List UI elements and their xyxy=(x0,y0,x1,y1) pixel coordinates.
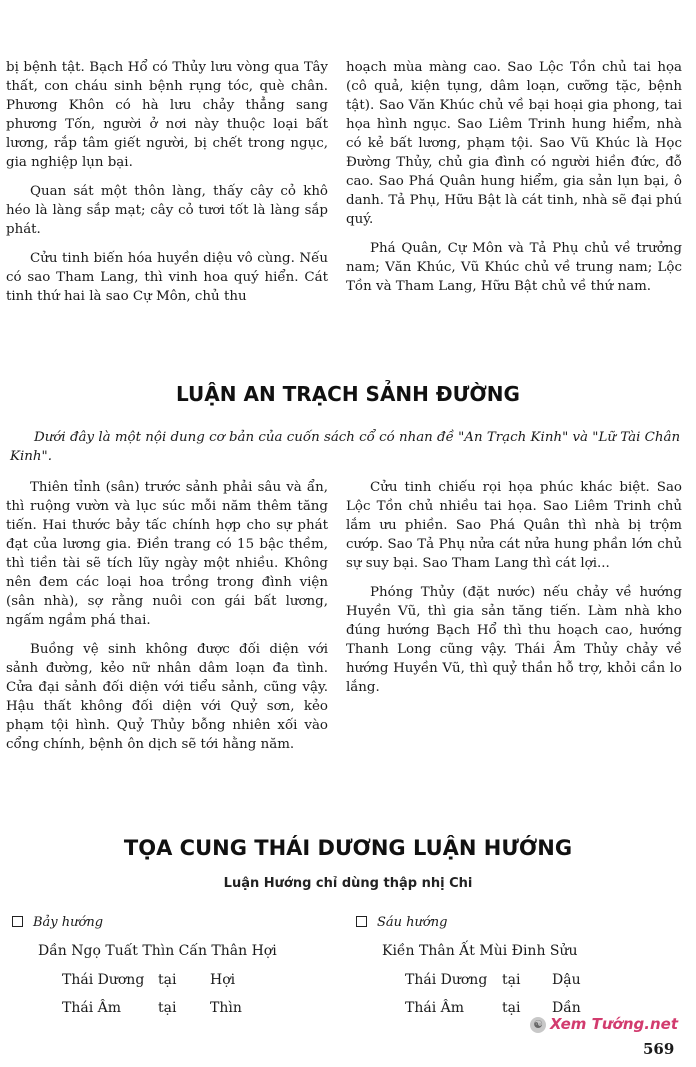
section-intro: Dưới đây là một nội dung cơ bản của cuốn sách cổ có nhan đề "An Trạch Kinh" và "Lữ Tài Chân Kinh". xyxy=(10,430,681,464)
section-title: LUẬN AN TRẠCH SẢNH ĐƯỜNG xyxy=(176,382,520,406)
paragraph: Cửu tinh chiếu rọi họa phúc khác biệt. Sao Lộc Tồn chủ nhiều tai họa. Sao Liêm Trinh chủ lắm ưu phiền. Sao Phá Quân thì nhà bị trộm cướp. Sao Tả Phụ nửa cát nửa hung phần lớn chủ sự suy bại. Sao Tham Lang thì cát lợi... xyxy=(346,480,682,571)
page-number: 569 xyxy=(643,1040,675,1058)
group-label: Bảy hướng xyxy=(33,915,104,930)
right-direction-group-label xyxy=(356,914,447,930)
watermark xyxy=(530,1015,678,1033)
paragraph: Phóng Thủy (đặt nước) nếu chảy về hướng Huyền Vũ, thì gia sản tăng tiến. Làm nhà kho đúng hướng Bạch Hổ thì thu hoạch cao, hướng Thanh Long cũng vậy. Thái Âm Thủy chảy về hướng Huyền Vũ, thì quỷ thần hỗ trợ, khỏi cần lo lắng. xyxy=(346,585,682,695)
row-word: tại xyxy=(502,972,521,988)
paragraph: Phá Quân, Cự Môn và Tả Phụ chủ về trưởng nam; Văn Khúc, Vũ Khúc chủ về trung nam; Lộc Tồn và Tham Lang, Hữu Bật chủ về thứ nam. xyxy=(346,241,682,294)
left-direction-group-label xyxy=(12,914,103,930)
row-word: tại xyxy=(158,972,177,988)
checkbox-square-icon xyxy=(356,916,367,927)
paragraph: bị bệnh tật. Bạch Hổ có Thủy lưu vòng qua Tây thất, con cháu sinh bệnh rụng tóc, què chân. Phương Khôn có hà lưu chảy thẳng sang phương Tốn, người ở nơi này thuộc loại bất lương, rắp tâm giết người, bị chết trong ngục, gia nghiệp lụn bại. xyxy=(6,60,328,170)
row-word: tại xyxy=(502,1000,521,1016)
section-title: TỌA CUNG THÁI DƯƠNG LUẬN HƯỚNG xyxy=(123,836,573,860)
top-right-column xyxy=(346,58,682,306)
row-term: Thái Âm xyxy=(405,1000,465,1016)
row-value: Dần xyxy=(552,1000,581,1016)
watermark-text: Xem Tướng.net xyxy=(550,1015,678,1033)
section1-left-column xyxy=(6,478,328,764)
section-subtitle: Luận Hướng chỉ dùng thập nhị Chi xyxy=(223,876,473,891)
row-term: Thái Dương xyxy=(405,972,488,988)
paragraph: Thiên tỉnh (sân) trước sảnh phải sâu và ẩn, thì ruộng vườn và lục súc mỗi năm thêm tăng tiến. Hai thước bảy tấc chính hợp cho sự phát đạt của lương gia. Điền trang có 15 bậc thềm, thì tiền tài sẽ tích lũy ngày một nhiều. Không nên đem các loại hoa trồng trong đình viện (sân nhà), sợ rằng nuôi con gái bất lương, ngấm ngầm phá thai. xyxy=(6,480,328,628)
row-value: Thìn xyxy=(210,1000,242,1016)
row-word: tại xyxy=(158,1000,177,1016)
row-term: Thái Âm xyxy=(62,1000,122,1016)
right-direction-list: Kiền Thân Ất Mùi Đinh Sửu xyxy=(382,943,578,959)
section1-right-column xyxy=(346,478,682,707)
top-left-column xyxy=(6,58,328,316)
row-value: Hợi xyxy=(210,972,236,988)
group-label: Sáu hướng xyxy=(377,915,448,930)
row-value: Dậu xyxy=(552,972,581,988)
paragraph: Buồng vệ sinh không được đối diện với sảnh đường, kẻo nữ nhân dâm loạn đa tình. Cửa đại sảnh đối diện với tiểu sảnh, cũng vậy. Hậu thất không đối diện với Quỷ sơn, kẻo phạm tội hình. Quỷ Thủy bỗng nhiên xối vào cổng chính, bệnh ôn dịch sẽ tới hằng năm. xyxy=(6,642,328,752)
left-direction-list: Dần Ngọ Tuất Thìn Cấn Thân Hợi xyxy=(38,943,277,959)
paragraph: Cửu tinh biến hóa huyền diệu vô cùng. Nếu có sao Tham Lang, thì vinh hoa quý hiển. Cát tinh thứ hai là sao Cự Môn, chủ thu xyxy=(6,251,328,304)
paragraph: hoạch mùa màng cao. Sao Lộc Tồn chủ tai họa (cô quả, kiện tụng, dâm loạn, cưỡng tặc, bệnh tật). Sao Văn Khúc chủ về bại hoại gia phong, tai họa hình ngục. Sao Liêm Trinh hung hiểm, nhà có kẻ bất lương, phạm tội. Sao Vũ Khúc là Học Đường Thủy, chủ gia đình có người hiền đức, đỗ cao. Sao Phá Quân hung hiểm, gia sản lụn bại, ô danh. Tả Phụ, Hữu Bật là cát tinh, nhà sẽ đại phú quý. xyxy=(346,60,682,227)
checkbox-square-icon xyxy=(12,916,23,927)
yin-yang-icon: ☯ xyxy=(530,1017,546,1033)
row-term: Thái Dương xyxy=(62,972,145,988)
paragraph: Quan sát một thôn làng, thấy cây cỏ khô héo là làng sắp mạt; cây cỏ tươi tốt là làng sắp phát. xyxy=(6,184,328,237)
